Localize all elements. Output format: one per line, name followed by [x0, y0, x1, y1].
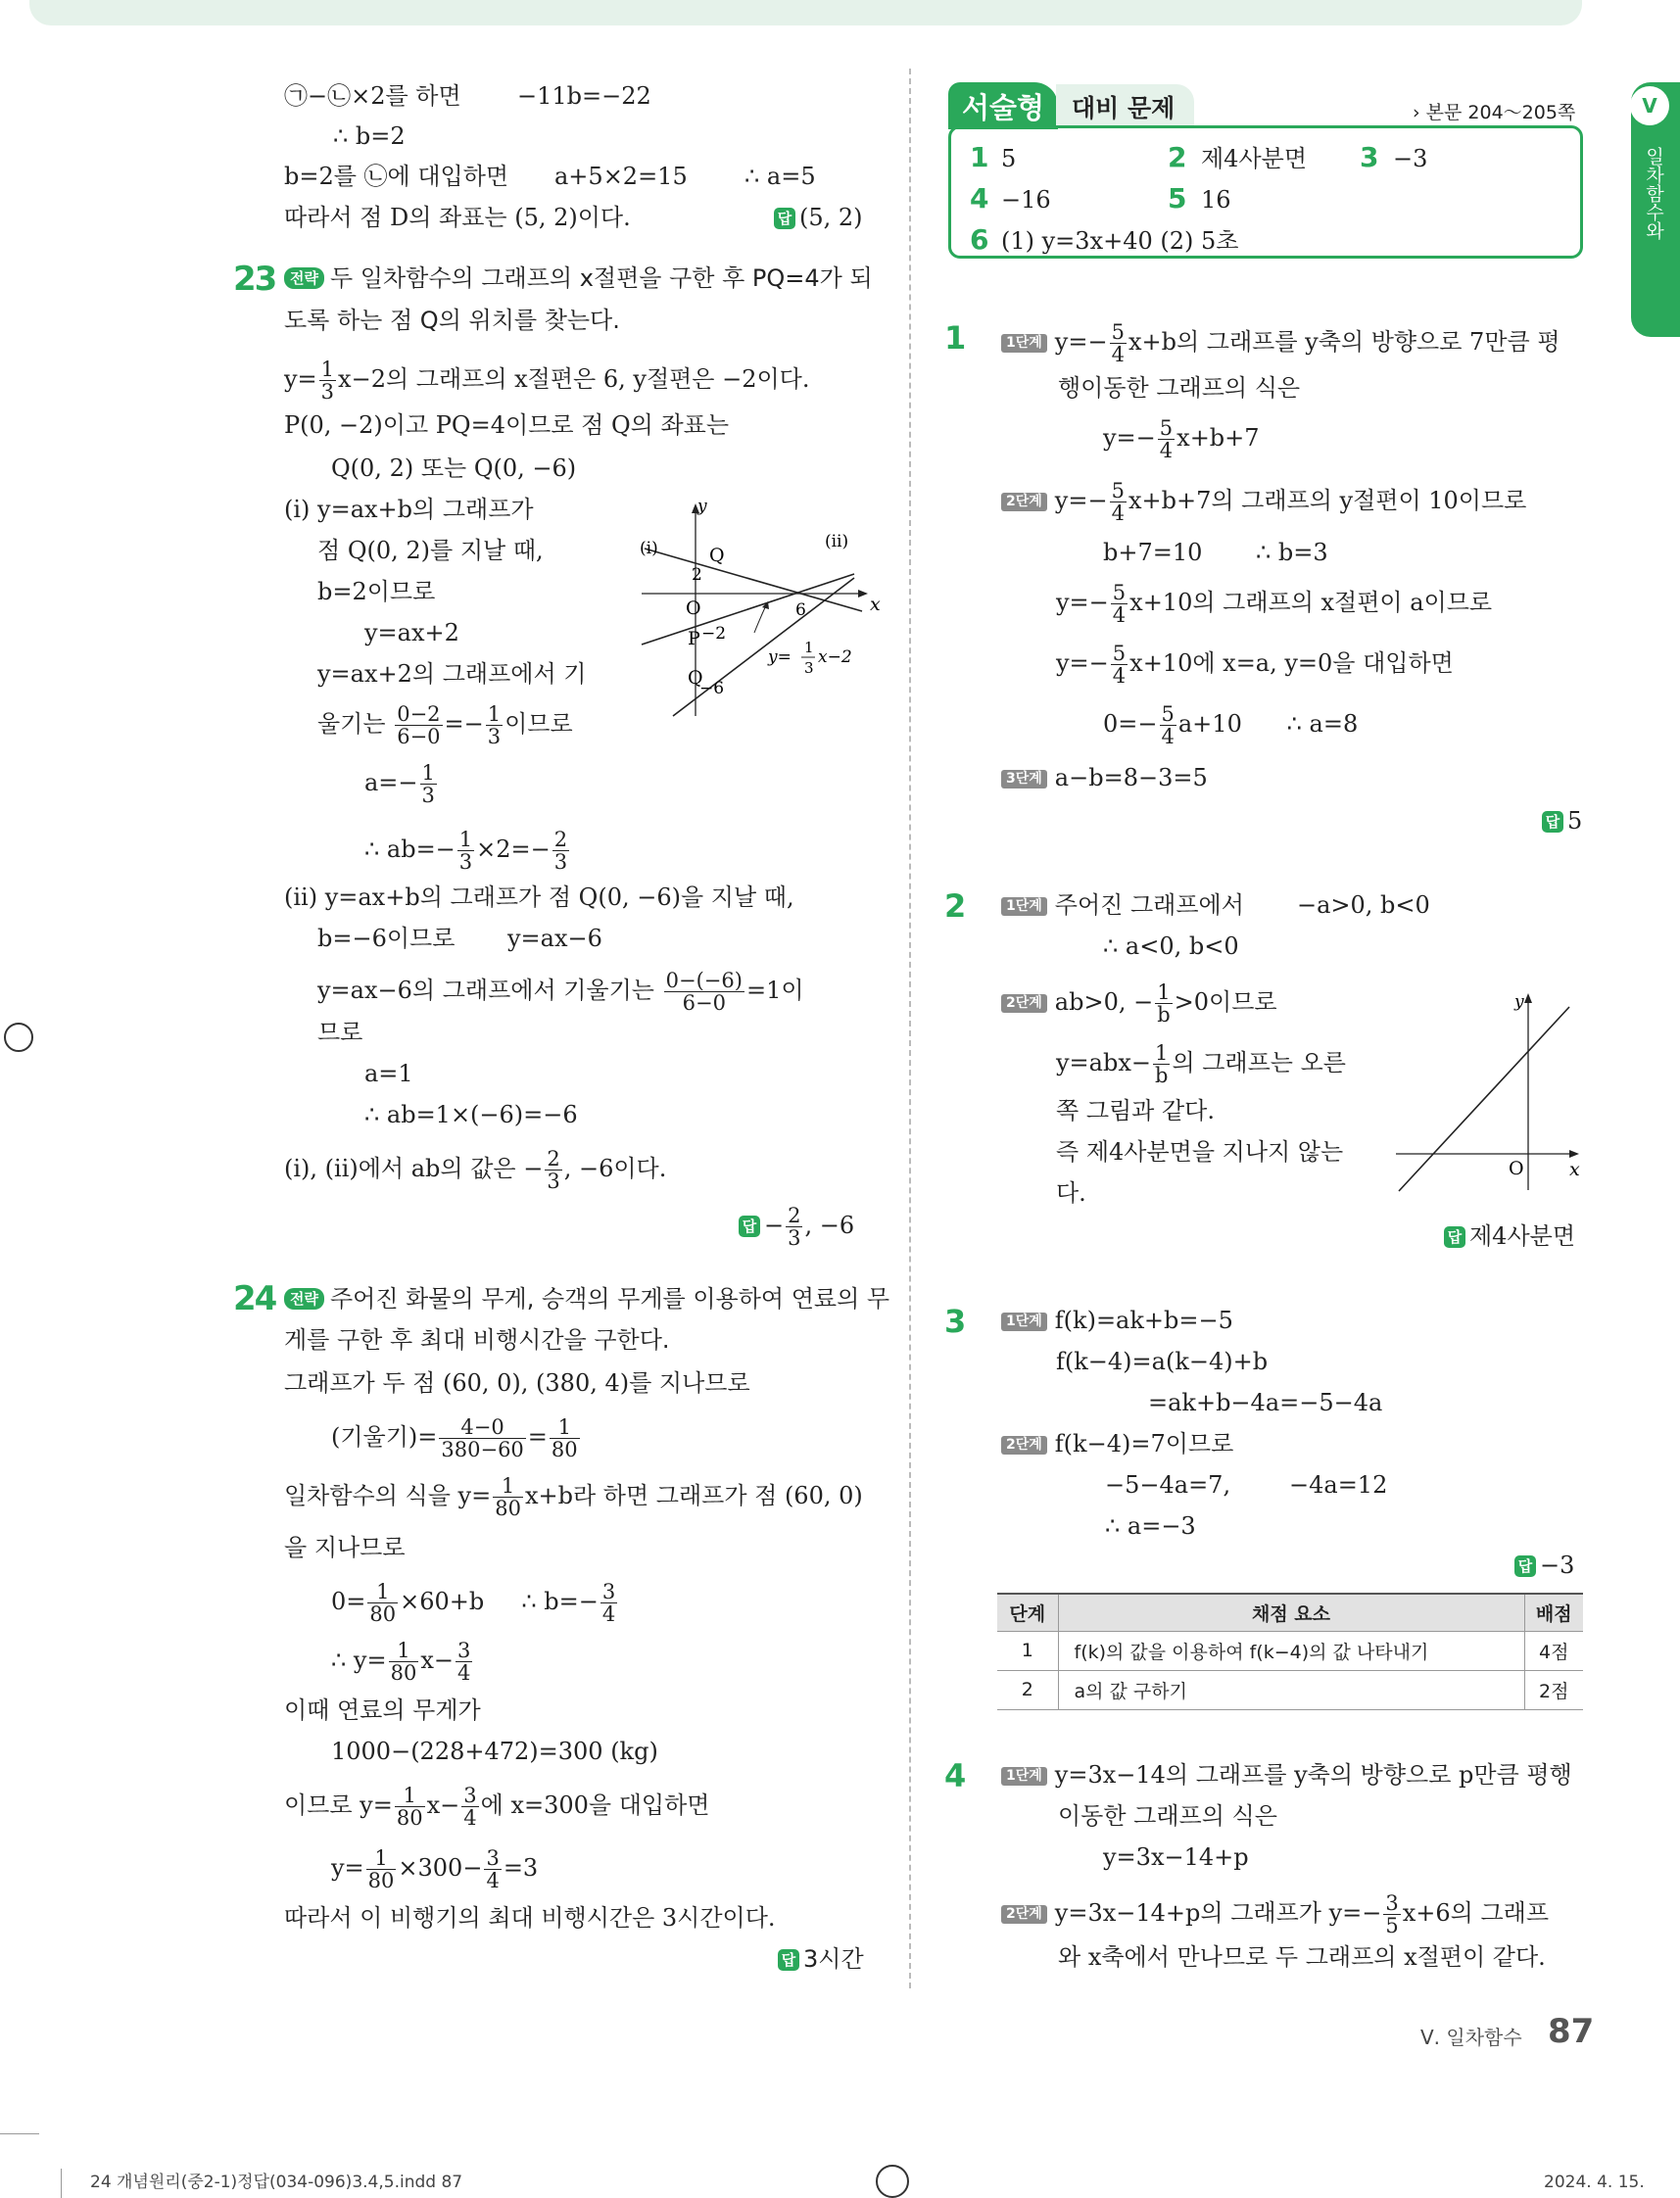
step-badge: 2단계	[1001, 1436, 1047, 1455]
strategy: 게를 구한 후 최대 비행시간을 구한다.	[284, 1326, 670, 1354]
graph-label: (ⅰ)	[640, 539, 658, 558]
graph-label: 6	[795, 600, 806, 620]
step-badge: 3단계	[1001, 770, 1047, 788]
graph-label: y	[697, 497, 707, 516]
text-line: P(0, −2)이고 PQ=4이므로 점 Q의 좌표는	[284, 411, 730, 439]
print-footer	[0, 2126, 1657, 2198]
step-badge: 1단계	[1001, 1767, 1047, 1786]
graph-label: x	[1569, 1159, 1580, 1180]
text-line: 1단계 y=3x−14의 그래프를 y축의 방향으로 p만큼 평행	[1001, 1761, 1572, 1790]
graph-label: P	[688, 628, 700, 649]
question-number: 24	[233, 1279, 276, 1318]
box-answer: (1) y=3x+40 (2) 5초	[1001, 227, 1239, 255]
step-badge: 1단계	[1001, 334, 1047, 353]
footer-file: 24 개념원리(중2-1)정답(034-096)3.4,5.indd 87	[90, 2173, 463, 2192]
crop-mark	[0, 2133, 39, 2134]
text-line: a=− $\frac{1}{3}$	[364, 761, 435, 808]
answer-icon: 답	[739, 1216, 760, 1237]
text-line: b=2이므로	[317, 578, 436, 605]
text-line: 2단계 y=− $\frac{5}{4}$ x+b+7의 그래프의 y절편이 10이므로	[1001, 480, 1526, 524]
box-answer: 5	[1001, 145, 1017, 172]
text-line: 점 Q(0, 2)를 지날 때,	[317, 537, 544, 564]
text-line: 2단계 f(k−4)=7이므로	[1001, 1430, 1233, 1458]
text-line: Q(0, 2) 또는 Q(0, −6)	[331, 454, 577, 482]
answer-icon: 답	[778, 1949, 799, 1971]
table-cell: a의 값 구하기	[1058, 1670, 1524, 1709]
text-line: (ⅱ) y=ax+b의 그래프가 점 Q(0, −6)을 지날 때,	[284, 884, 794, 911]
text-line: y=abx− $\frac{1}{b}$ 의 그래프는 오른	[1056, 1041, 1346, 1088]
strategy: 도록 하는 점 Q의 위치를 찾는다.	[284, 307, 620, 334]
text-line: (ⅰ), (ⅱ)에서 ab의 값은 − $\frac{2}{3}$ , −6이다.	[284, 1147, 667, 1194]
box-num: 6	[970, 223, 989, 256]
text-line: ∴ a=5	[744, 163, 816, 190]
problem-number: 2	[944, 887, 967, 925]
line-i	[645, 549, 862, 611]
graph-label: y=	[768, 647, 792, 667]
text-line: f(k−4)=a(k−4)+b	[1056, 1348, 1269, 1375]
text-line: =ak+b−4a=−5−4a	[1148, 1389, 1383, 1416]
text-line: y=3x−14+p	[1103, 1843, 1249, 1871]
text-line: ∴ y= $\frac{1}{80}$ x− $\frac{3}{4}$	[331, 1639, 471, 1686]
box-num: 4	[970, 182, 989, 215]
table-cell: 2	[997, 1670, 1058, 1709]
text-line: (기울기)= $\frac{4-0}{380-60}$ = $\frac{1}{80}$	[331, 1415, 578, 1462]
answer-icon: 답	[1514, 1555, 1536, 1577]
text-line: ∴ ab=1×(−6)=−6	[364, 1101, 578, 1128]
graph-label: −6	[699, 679, 725, 698]
box-answer: −16	[1001, 186, 1051, 214]
answer: 답 5	[1542, 807, 1582, 836]
text-line: 2단계 ab>0, − $\frac{1}{b}$ >0이므로	[1001, 981, 1277, 1026]
text-line: a=1	[364, 1060, 413, 1087]
text-line: y=− $\frac{5}{4}$ x+10에 x=a, y=0을 대입하면	[1056, 642, 1454, 689]
text-line: 울기는 $\frac{0-2}{6-0}$ =− $\frac{1}{3}$ 이므로	[317, 702, 573, 749]
footer-date: 2024. 4. 15.	[1544, 2173, 1645, 2192]
text-line: ∴ a=−3	[1105, 1512, 1196, 1540]
graph-line	[1399, 1007, 1569, 1191]
step-badge: 2단계	[1001, 1905, 1047, 1924]
graph-label: x	[870, 594, 881, 615]
column-divider	[909, 69, 911, 1988]
text-line: (ⅰ) y=ax+b의 그래프가	[284, 496, 534, 523]
scoring-table	[997, 1593, 1583, 1710]
box-title: 대비 문제	[1056, 84, 1194, 125]
registration-mark-icon	[4, 1023, 33, 1052]
answer-icon: 답	[1444, 1226, 1465, 1248]
box-answer: 16	[1201, 186, 1231, 214]
graph-label: 2	[692, 565, 702, 585]
text-line: 행이동한 그래프의 식은	[1058, 374, 1301, 402]
graph-label: Q	[688, 667, 703, 689]
graph-label: 1	[804, 639, 814, 656]
text-line: 을 지나므로	[284, 1534, 406, 1561]
text-line: 이므로 y= $\frac{1}{80}$ x− $\frac{3}{4}$ 에 x=300을 대입하면	[284, 1784, 710, 1831]
text-line: 1000−(228+472)=300 (kg)	[331, 1738, 658, 1765]
text-line: −4a=12	[1289, 1471, 1388, 1499]
answer: 답 −3	[1514, 1552, 1574, 1580]
text-line: ∴ b=2	[333, 122, 406, 150]
graph-label: 3	[804, 659, 814, 677]
text-line: y=ax+2	[364, 619, 459, 646]
text-line: −a>0, b<0	[1297, 891, 1430, 919]
answer: 답 (5, 2)	[774, 204, 863, 232]
step-badge: 1단계	[1001, 1313, 1047, 1331]
text-line: 따라서 점 D의 좌표는 (5, 2)이다.	[284, 204, 631, 231]
registration-mark-icon	[876, 2165, 909, 2198]
step-badge: 2단계	[1001, 493, 1047, 511]
text-line: 쪽 그림과 같다.	[1056, 1097, 1215, 1124]
text-line: 이때 연료의 무게가	[284, 1696, 481, 1724]
text-line: y= $\frac{1}{3}$ x−2의 그래프의 x절편은 6, y절편은 −2이다.	[284, 358, 810, 405]
graph-label: Q	[709, 545, 725, 566]
answer: 답 3시간	[778, 1945, 864, 1974]
text-line: y=ax−6의 그래프에서 기울기는 $\frac{0-(-6)}{6-0}$ =1이	[317, 969, 804, 1016]
chapter-side-text: 일차함수와	[1643, 147, 1664, 240]
problem-number: 1	[944, 319, 967, 357]
text-line: 0= $\frac{1}{80}$ ×60+b ∴ b=− $\frac{3}{4}$	[331, 1580, 616, 1627]
x-arrow-icon	[858, 590, 868, 597]
answer-icon: 답	[774, 208, 795, 229]
text-line: 그래프가 두 점 (60, 0), (380, 4)를 지나므로	[284, 1369, 750, 1397]
text-line: −5−4a=7,	[1105, 1471, 1231, 1499]
graph-label: O	[686, 597, 701, 619]
text-line: 므로	[317, 1019, 363, 1046]
problem-number: 3	[944, 1303, 967, 1340]
q23-graph	[627, 496, 891, 721]
graph-label: x−2	[818, 647, 852, 667]
text-line: 3단계 a−b=8−3=5	[1001, 764, 1208, 792]
text-line: b=2를 ㉡에 대입하면	[284, 163, 509, 190]
step-badge: 1단계	[1001, 897, 1047, 916]
strategy: 전략 주어진 화물의 무게, 승객의 무게를 이용하여 연료의 무	[284, 1285, 889, 1314]
box-badge: 서술형	[948, 82, 1058, 129]
crop-mark	[61, 2169, 62, 2198]
box-num: 5	[1168, 182, 1187, 215]
table-row	[997, 1670, 1583, 1709]
strategy: 전략 두 일차함수의 그래프의 x절편을 구한 후 PQ=4가 되	[284, 264, 873, 293]
text-line: 1단계 주어진 그래프에서	[1001, 891, 1244, 920]
problem-number: 4	[944, 1757, 967, 1794]
graph-label: O	[1509, 1158, 1524, 1179]
text-line: 1단계 f(k)=ak+b=−5	[1001, 1307, 1233, 1335]
answer: 답 − $\frac{2}{3}$ , −6	[739, 1205, 854, 1249]
line-given	[642, 574, 854, 645]
table-cell: 1	[997, 1631, 1058, 1670]
graph-label: −2	[701, 624, 727, 644]
strategy-tag: 전략	[284, 1288, 324, 1310]
top-banner	[29, 0, 1582, 25]
table-cell: 4점	[1524, 1631, 1583, 1670]
y-arrow-icon	[1524, 993, 1532, 1003]
step-badge: 2단계	[1001, 994, 1047, 1013]
box-num: 2	[1168, 141, 1187, 173]
s2-graph	[1391, 989, 1587, 1195]
text-line: y=ax+2의 그래프에서 기	[317, 660, 587, 688]
answer-icon: 답	[1542, 811, 1563, 833]
text-line: ∴ ab=− $\frac{1}{3}$ ×2=− $\frac{2}{3}$	[364, 828, 568, 875]
graph-label: y	[1514, 992, 1524, 1012]
table-header: 단계	[997, 1594, 1058, 1631]
text-line: y=ax−6	[507, 925, 602, 952]
box-num: 1	[970, 141, 989, 173]
text-line: 와 x축에서 만나므로 두 그래프의 x절편이 같다.	[1058, 1943, 1546, 1971]
box-answer: 제4사분면	[1201, 145, 1308, 172]
box-answer: −3	[1393, 145, 1428, 172]
table-cell: 2점	[1524, 1670, 1583, 1709]
text-line: y= $\frac{1}{80}$ ×300− $\frac{3}{4}$ =3	[331, 1846, 539, 1893]
table-row	[997, 1631, 1583, 1670]
text-line: 다.	[1056, 1179, 1086, 1207]
page-number: 87	[1548, 2012, 1595, 2051]
text-line: b+7=10	[1103, 539, 1203, 566]
text-line: b=−6이므로	[317, 925, 456, 952]
x-arrow-icon	[1569, 1150, 1579, 1158]
graph-label: (ⅱ)	[825, 532, 849, 551]
text-line: 2단계 y=3x−14+p의 그래프가 y=− $\frac{3}{5}$ x+6의 그래프	[1001, 1892, 1549, 1936]
chapter-numeral: Ⅴ	[1630, 86, 1669, 125]
text-line: 즉 제4사분면을 지나지 않는	[1056, 1138, 1344, 1166]
pointer-arrow	[754, 605, 766, 633]
answer: 답 제4사분면	[1444, 1222, 1575, 1251]
text-line: 따라서 이 비행기의 최대 비행시간은 3시간이다.	[284, 1904, 776, 1932]
text-line: ∴ b=3	[1256, 539, 1328, 566]
page-reference: › 본문 204～205쪽	[1413, 102, 1576, 123]
chevron-right-icon: ›	[1413, 102, 1420, 123]
box-num: 3	[1360, 141, 1379, 173]
text-line: ∴ a<0, b<0	[1103, 932, 1239, 960]
chapter-title: Ⅴ. 일차함수	[1420, 2026, 1522, 2049]
text-line: 0=− $\frac{5}{4}$ a+10 ∴ a=8	[1103, 702, 1359, 749]
table-header: 배점	[1524, 1594, 1583, 1631]
text-line: ㉠−㉡×2를 하면	[284, 82, 461, 110]
text-line: y=− $\frac{5}{4}$ x+10의 그래프의 x절편이 a이므로	[1056, 581, 1493, 628]
text-line: a+5×2=15	[554, 163, 688, 190]
table-header: 채점 요소	[1058, 1594, 1524, 1631]
text-line: y=− $\frac{5}{4}$ x+b+7	[1103, 416, 1260, 463]
question-number: 23	[233, 260, 276, 299]
text-line: 일차함수의 식을 y= $\frac{1}{80}$ x+b라 하면 그래프가 점 (60, 0)	[284, 1474, 863, 1521]
text-line: 이동한 그래프의 식은	[1058, 1802, 1277, 1830]
text-line: −11b=−22	[517, 82, 651, 110]
text-line: 1단계 y=− $\frac{5}{4}$ x+b의 그래프를 y축의 방향으로 7만큼 평	[1001, 321, 1560, 365]
table-cell: f(k)의 값을 이용하여 f(k−4)의 값 나타내기	[1058, 1631, 1524, 1670]
strategy-tag: 전략	[284, 267, 324, 289]
